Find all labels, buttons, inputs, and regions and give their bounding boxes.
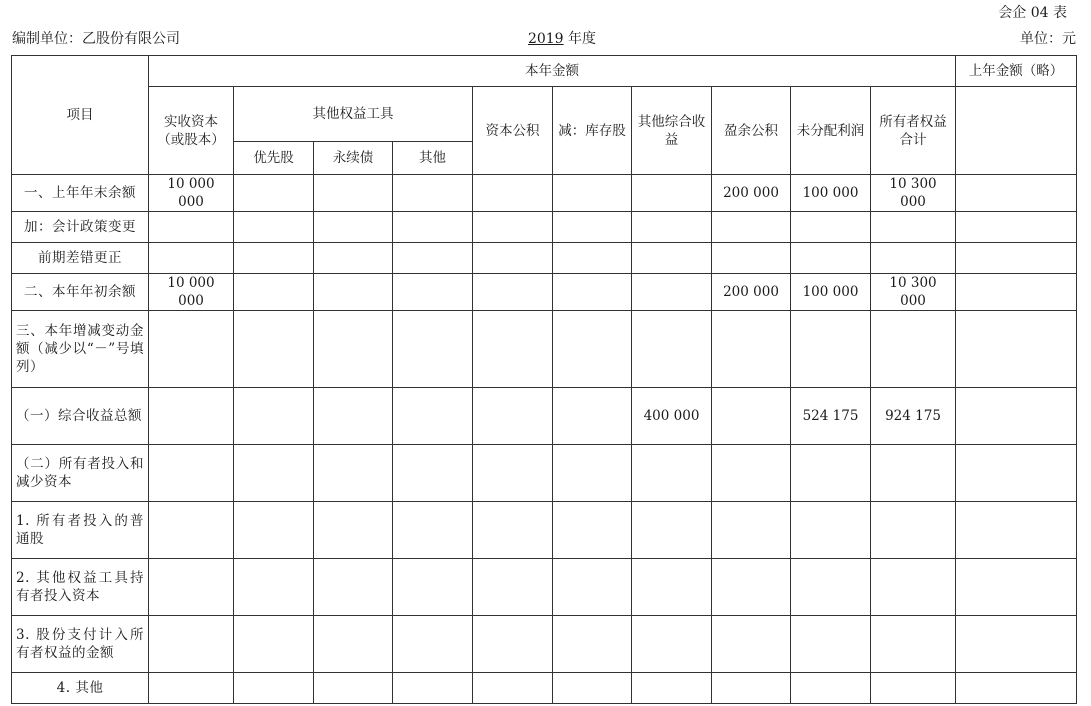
col-surplus-header: 盈余公积 [712,87,791,175]
col-other-header: 其他 [393,142,473,175]
row-item-label: 前期差错更正 [12,243,149,274]
currency-unit: 单位：元 [1020,31,1076,47]
equity-change-table [11,55,1077,704]
row-item-label: 4. 其他 [12,673,149,704]
col-treasury-header: 减：库存股 [553,87,632,175]
row-item-label: 三、本年增减变动金额（减少以“－”号填列） [12,311,149,388]
cell-paid-in: 10 000 000 [149,274,234,311]
row-item-label: 二、本年年初余额 [12,274,149,311]
col-oci-header: 其他综合收益 [632,87,712,175]
table-row [12,673,1077,704]
row-item-label: 1. 所有者投入的普通股 [12,502,149,559]
table-row [12,274,1077,311]
col-total-header: 所有者权益合计 [871,87,956,175]
table-row [12,311,1077,388]
form-code: 会企 04 表 [998,5,1067,21]
row-item-label: 3. 股份支付计入所有者权益的金额 [12,616,149,673]
table-row [12,388,1077,445]
report-meta [12,28,1076,48]
cell-paid-in: 10 000 000 [149,175,234,212]
table-row [12,559,1077,616]
col-other-equity-header: 其他权益工具 [234,87,473,142]
cell-surplus: 200 000 [712,175,791,212]
col-capital-reserve-header: 资本公积 [473,87,553,175]
table-row [12,502,1077,559]
row-item-label: 一、上年年末余额 [12,175,149,212]
table-row [12,445,1077,502]
col-perpetual-header: 永续债 [314,142,393,175]
year-suffix: 年度 [568,31,597,47]
row-item-label: 加：会计政策变更 [12,212,149,243]
col-prior-year-blank [956,87,1077,175]
table-row [12,616,1077,673]
cell-total: 10 300 000 [871,175,956,212]
preparing-unit: 编制单位：乙股份有限公司 [12,31,180,47]
cell-retained: 524 175 [791,388,871,445]
col-item-header: 项目 [12,56,149,175]
col-current-year-header: 本年金额 [149,56,956,87]
cell-retained: 100 000 [791,175,871,212]
cell-surplus: 200 000 [712,274,791,311]
row-item-label: （一）综合收益总额 [12,388,149,445]
col-prior-year-header: 上年金额（略） [956,56,1077,87]
col-retained-header: 未分配利润 [791,87,871,175]
row-item-label: （二）所有者投入和减少资本 [12,445,149,502]
cell-retained: 100 000 [791,274,871,311]
cell-total: 924 175 [871,388,956,445]
col-preferred-header: 优先股 [234,142,314,175]
col-paid-in-header: 实收资本（或股本） [149,87,234,175]
year-value: 2019 [527,31,564,47]
table-row [12,212,1077,243]
cell-oci: 400 000 [632,388,712,445]
table-row [12,175,1077,212]
report-year [12,28,1091,48]
row-item-label: 2. 其他权益工具持有者投入资本 [12,559,149,616]
table-row [12,243,1077,274]
cell-total: 10 300 000 [871,274,956,311]
